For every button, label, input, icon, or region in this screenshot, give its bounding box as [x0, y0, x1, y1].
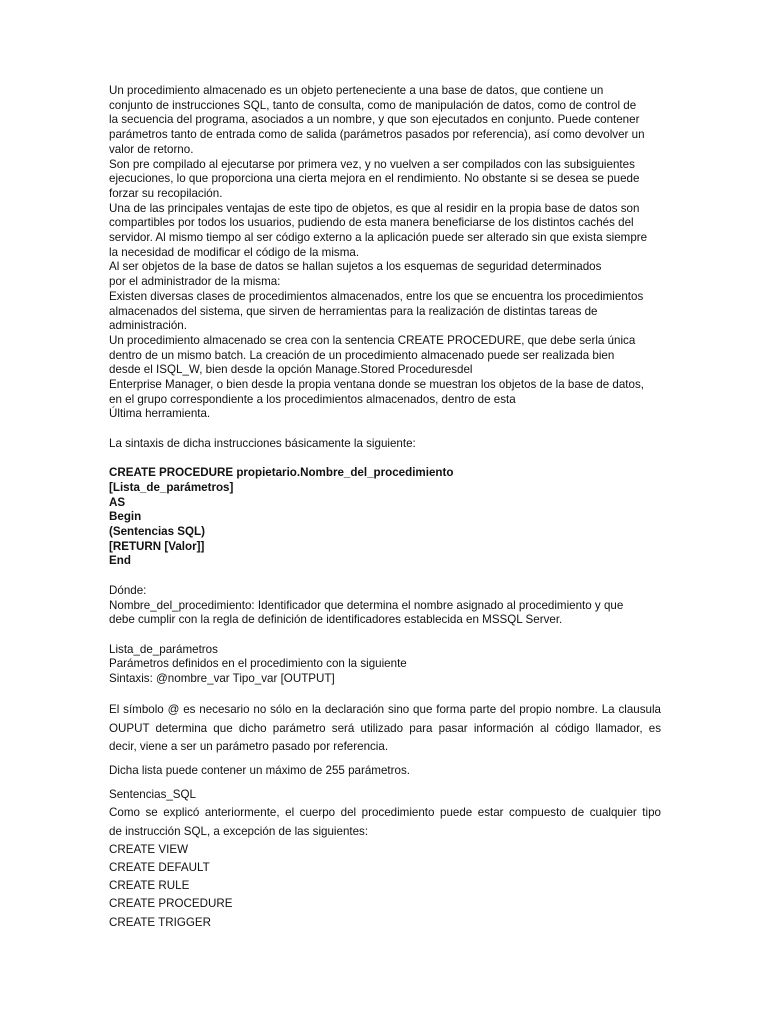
text-line: servidor. Al mismo tiempo al ser código externo a la aplicación puede ser alterado sin que exista siempre	[109, 231, 648, 245]
intro-paragraphs	[109, 84, 661, 422]
exception-item: CREATE PROCEDURE	[109, 897, 233, 911]
section-title: Sentencias_SQL	[109, 788, 197, 802]
text-line: almacenados del sistema, que sirven de herramientas para la realización de distintas tareas de	[109, 304, 598, 318]
text-line: Son pre compilado al ejecutarse por primera vez, y no vuelven a ser compilados con las subsiguientes	[109, 157, 635, 171]
spacer	[109, 452, 661, 467]
exception-item: CREATE TRIGGER	[109, 915, 211, 929]
text-line: Como se explicó anteriormente, el cuerpo del procedimiento puede estar compuesto de cualquier tipo	[109, 806, 661, 820]
spacer	[109, 569, 661, 584]
text-line: El símbolo @ es necesario no sólo en la declaración sino que forma parte del propio nombre. La clausula	[109, 703, 661, 717]
text-line: en el grupo correspondiente a los procedimientos almacenados, dentro de esta	[109, 392, 516, 406]
text-line: de instrucción SQL, a excepción de las siguientes:	[109, 824, 369, 838]
syntax-code-block	[109, 466, 661, 569]
exception-item: CREATE DEFAULT	[109, 861, 210, 875]
text-line: Dicha lista puede contener un máximo de 255 parámetros.	[109, 764, 410, 778]
text-line: Un procedimiento almacenado es un objeto perteneciente a una base de datos, que contiene un	[109, 84, 604, 97]
text-line: conjunto de instrucciones SQL, tanto de consulta, como de manipulación de datos, como de control de	[109, 98, 637, 112]
text-line: administración.	[109, 319, 187, 333]
code-line: Begin	[109, 510, 142, 524]
exception-item: CREATE RULE	[109, 879, 190, 893]
code-line: End	[109, 554, 131, 568]
text-line: Última herramienta.	[109, 407, 211, 421]
text-line: compartibles por todos los usuarios, pudiendo de esta manera beneficiarse de los distintos cachés del	[109, 216, 634, 230]
donde-section	[109, 584, 661, 628]
text-line: valor de retorno.	[109, 142, 194, 156]
text-line: ejecuciones, lo que proporciona una cierta mejora en el rendimiento. No obstante si se desea se puede	[109, 172, 640, 186]
text-line: Enterprise Manager, o bien desde la propia ventana donde se muestran los objetos de la base de datos,	[109, 378, 644, 392]
spacer	[109, 628, 661, 643]
text-line: Existen diversas clases de procedimientos almacenados, entre los que se encuentra los procedimientos	[109, 289, 644, 303]
text-line: parámetros tanto de entrada como de salida (parámetros pasados por referencia), así como devolver un	[109, 128, 645, 142]
code-line: [Lista_de_parámetros]	[109, 480, 234, 494]
code-line: AS	[109, 495, 126, 509]
text-line: OUPUT determina que dicho parámetro será utilizado para pasar información al código llamador, es	[109, 721, 661, 735]
text-line: por el administrador de la misma:	[109, 275, 281, 289]
exception-item: CREATE VIEW	[109, 842, 189, 856]
document-page	[109, 84, 661, 932]
text-line: forzar su recopilación.	[109, 186, 223, 200]
text-line: Nombre_del_procedimiento: Identificador que determina el nombre asignado al procedimiento y que	[109, 598, 624, 612]
max-params-paragraph	[109, 762, 661, 780]
text-line: la secuencia del programa, asociados a un nombre, y que son ejecutados en conjunto. Puede contener	[109, 113, 640, 127]
text-line: Un procedimiento almacenado se crea con la sentencia CREATE PROCEDURE, que debe serla única	[109, 333, 636, 347]
syntax-intro: La sintaxis de dicha instrucciones básicamente la siguiente:	[109, 436, 416, 450]
simbolo-paragraph	[109, 701, 661, 756]
sentencias-section	[109, 786, 661, 932]
text-line: la necesidad de modificar el código de la misma.	[109, 245, 360, 259]
text-line: desde el ISQL_W, bien desde la opción Manage.Stored Proceduresdel	[109, 363, 473, 377]
text-line: dentro de un mismo batch. La creación de un procedimiento almacenado puede ser realizada bien	[109, 348, 615, 362]
text-line: Una de las principales ventajas de este tipo de objetos, es que al residir en la propia base de datos son	[109, 201, 640, 215]
lista-parametros-section	[109, 643, 661, 687]
spacer	[109, 422, 661, 437]
code-line: (Sentencias SQL)	[109, 525, 205, 539]
spacer	[109, 687, 661, 702]
text-line: Al ser objetos de la base de datos se hallan sujetos a los esquemas de seguridad determinados	[109, 260, 602, 274]
code-line: [RETURN [Valor]]	[109, 539, 205, 553]
text-line: Sintaxis: @nombre_var Tipo_var [OUTPUT]	[109, 672, 335, 686]
text-line: decir, viene a ser un parámetro pasado por referencia.	[109, 739, 389, 753]
code-line: CREATE PROCEDURE propietario.Nombre_del_procedimiento	[109, 466, 454, 480]
text-line: debe cumplir con la regla de definición de identificadores establecida en MSSQL Server.	[109, 613, 563, 627]
text-line: Dónde:	[109, 583, 147, 597]
text-line: Lista_de_parámetros	[109, 642, 218, 656]
text-line: Parámetros definidos en el procedimiento con la siguiente	[109, 657, 407, 671]
